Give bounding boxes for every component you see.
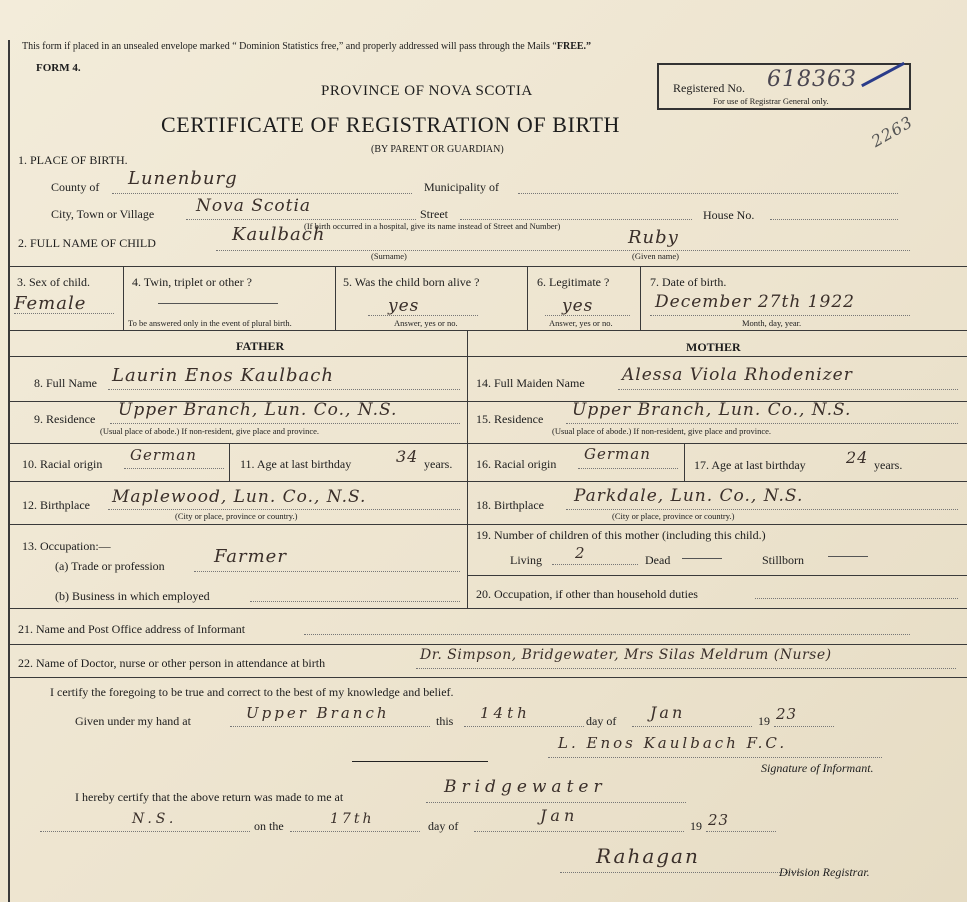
stillborn-label: Stillborn	[762, 553, 805, 567]
father-residence-value: Upper Branch, Lun. Co., N.S.	[118, 400, 398, 420]
row20-rule	[8, 608, 967, 609]
reg-year-value: 23	[708, 811, 730, 829]
mother-birthplace-note: (City or place, province or country.)	[612, 511, 735, 521]
mother-children-label: 19. Number of children of this mother (including this child.)	[476, 528, 766, 542]
mother-racial-value: German	[584, 445, 651, 463]
doctor-label: 22. Name of Doctor, nurse or other person in attendance at birth	[18, 656, 326, 670]
mother-birthplace-value: Parkdale, Lun. Co., N.S.	[574, 486, 804, 506]
father-birthplace-label: 12. Birthplace	[22, 498, 90, 512]
parents-divider	[467, 330, 468, 608]
date-of-birth-value: December 27th 1922	[655, 292, 855, 312]
row22-rule	[8, 677, 967, 678]
row3-bottom-rule	[8, 330, 967, 331]
living-line	[552, 564, 638, 565]
mother-name-label: 14. Full Maiden Name	[476, 376, 585, 390]
reg-date-prefix: N.S.	[132, 811, 178, 827]
house-number-label: House No.	[703, 208, 755, 222]
this-label: this	[436, 714, 454, 728]
given-name-caption: (Given name)	[632, 251, 679, 261]
row3-divider-4	[640, 266, 641, 330]
dead-label: Dead	[645, 553, 671, 567]
dead-line	[682, 558, 722, 559]
registrar-signature: Rahagan	[596, 844, 700, 868]
given-day-line	[464, 726, 584, 727]
informant-label: 21. Name and Post Office address of Informant	[18, 622, 246, 636]
dob-line	[650, 315, 910, 316]
sex-label: 3. Sex of child.	[17, 275, 90, 289]
form-number: FORM 4.	[36, 62, 81, 74]
father-name-value: Laurin Enos Kaulbach	[112, 365, 334, 386]
given-day-value: 14th	[480, 704, 531, 722]
twin-line	[158, 303, 278, 304]
county-label: County of	[51, 180, 100, 194]
county-value: Lunenburg	[128, 168, 238, 189]
mail-notice: This form if placed in an unsealed envelope marked “ Dominion Statistics free,” and properly addressed will pass through the Mails “FREE.”	[22, 41, 592, 52]
registered-label: Registered No.	[673, 81, 745, 95]
registrar-place-line	[426, 802, 686, 803]
father-residence-line	[110, 423, 460, 424]
legitimate-value: yes	[562, 296, 594, 316]
registrar-use-note: For use of Registrar General only.	[713, 96, 829, 106]
city-label: City, Town or Village	[51, 207, 155, 221]
father-business-line	[250, 601, 460, 602]
mother-age-value: 24	[846, 448, 869, 467]
parents-header-rule	[8, 356, 967, 357]
mother-age-label: 17. Age at last birthday	[694, 458, 806, 472]
father-racial-value: German	[130, 446, 197, 464]
county-line	[112, 193, 412, 194]
certify-statement: I certify the foregoing to be true and correct to the best of my knowledge and belief.	[50, 685, 454, 699]
mother-residence-line	[566, 423, 958, 424]
reg-year-line	[706, 831, 776, 832]
mother-age-divider	[684, 443, 685, 481]
blue-check-mark	[861, 62, 905, 87]
mother-racial-line	[578, 468, 678, 469]
doctor-line	[416, 668, 956, 669]
given-year-line	[774, 726, 834, 727]
certificate-subtitle: (BY PARENT OR GUARDIAN)	[371, 144, 504, 155]
given-year-prefix: 19	[758, 714, 770, 728]
mother-occupation-label: 20. Occupation, if other than household duties	[476, 587, 698, 601]
legitimate-note: Answer, yes or no.	[549, 318, 613, 328]
given-day-label: day of	[586, 714, 617, 728]
father-racial-label: 10. Racial origin	[22, 457, 103, 471]
municipality-line	[518, 193, 898, 194]
margin-note: 2263	[867, 112, 917, 151]
mother-name-value: Alessa Viola Rhodenizer	[622, 365, 853, 385]
child-given-name: Ruby	[628, 227, 679, 248]
street-line	[460, 219, 692, 220]
province-heading: PROVINCE OF NOVA SCOTIA	[321, 83, 533, 99]
city-line	[186, 219, 416, 220]
mother-racial-label: 16. Racial origin	[476, 457, 557, 471]
father-age-divider	[229, 443, 230, 481]
informant-signature-line	[548, 757, 882, 758]
alive-line	[368, 315, 478, 316]
doctor-value: Dr. Simpson, Bridgewater, Mrs Silas Meldrum (Nurse)	[420, 647, 832, 663]
registered-number: 618363	[767, 67, 857, 92]
mother-residence-value: Upper Branch, Lun. Co., N.S.	[572, 400, 852, 420]
given-year-value: 23	[776, 705, 798, 723]
registrar-statement: I hereby certify that the above return was made to me at	[75, 790, 344, 804]
mother-heading: MOTHER	[686, 340, 741, 354]
hospital-note: (If birth occurred in a hospital, give its name instead of Street and Number)	[304, 221, 561, 231]
place-of-birth-heading: 1. PLACE OF BIRTH.	[18, 153, 128, 167]
father-residence-label: 9. Residence	[34, 412, 96, 426]
living-label: Living	[510, 553, 542, 567]
given-place-value: Upper Branch	[246, 704, 390, 722]
row10-rule	[8, 481, 967, 482]
municipality-label: Municipality of	[424, 180, 499, 194]
row19-rule	[467, 575, 967, 576]
reg-day-label: day of	[428, 819, 459, 833]
given-under-label: Given under my hand at	[75, 714, 191, 728]
mother-occupation-line	[755, 598, 958, 599]
reg-year-prefix: 19	[690, 819, 702, 833]
reg-day-line	[290, 831, 420, 832]
informant-line	[304, 634, 910, 635]
alive-value: yes	[388, 296, 420, 316]
father-racial-line	[124, 468, 224, 469]
date-of-birth-label: 7. Date of birth.	[650, 275, 727, 289]
father-age-label: 11. Age at last birthday	[240, 457, 352, 471]
registrar-signature-line	[560, 872, 800, 873]
alive-note: Answer, yes or no.	[394, 318, 458, 328]
mother-residence-note: (Usual place of abode.) If non-resident, give place and province.	[552, 426, 772, 436]
given-place-line	[230, 726, 430, 727]
reg-month-value: Jan	[540, 806, 579, 825]
registered-box	[657, 63, 911, 110]
alive-label: 5. Was the child born alive ?	[343, 275, 480, 289]
informant-signature-caption: Signature of Informant.	[761, 761, 874, 775]
child-name-line	[216, 250, 910, 251]
father-birthplace-line	[108, 509, 460, 510]
father-birthplace-value: Maplewood, Lun. Co., N.S.	[112, 487, 367, 507]
father-name-label: 8. Full Name	[34, 376, 97, 390]
surname-caption: (Surname)	[371, 251, 407, 261]
registrar-place-value: Bridgewater	[444, 777, 607, 797]
registrar-caption: Division Registrar.	[779, 865, 870, 879]
father-trade-value: Farmer	[214, 546, 287, 567]
mother-birthplace-label: 18. Birthplace	[476, 498, 544, 512]
row21-rule	[8, 644, 967, 645]
twin-label: 4. Twin, triplet or other ?	[132, 275, 252, 289]
row3-divider-1	[123, 266, 124, 330]
date-of-birth-note: Month, day, year.	[742, 318, 802, 328]
street-label: Street	[420, 207, 448, 221]
mother-age-unit: years.	[874, 458, 903, 472]
child-name-label: 2. FULL NAME OF CHILD	[18, 236, 156, 250]
row3-divider-2	[335, 266, 336, 330]
given-month-line	[632, 726, 752, 727]
sex-line	[14, 313, 114, 314]
living-value: 2	[575, 544, 586, 562]
reg-prefix-line	[40, 831, 250, 832]
legitimate-label: 6. Legitimate ?	[537, 275, 610, 289]
father-business-label: (b) Business in which employed	[55, 589, 210, 603]
reg-month-line	[474, 831, 684, 832]
father-occupation-label: 13. Occupation:—	[22, 539, 111, 553]
father-birthplace-note: (City or place, province or country.)	[175, 511, 298, 521]
father-trade-line	[194, 571, 460, 572]
informant-signature: L. Enos Kaulbach F.C.	[558, 734, 788, 752]
father-age-value: 34	[396, 447, 419, 466]
stillborn-line	[828, 556, 868, 557]
mother-residence-label: 15. Residence	[476, 412, 544, 426]
certificate-title: CERTIFICATE OF REGISTRATION OF BIRTH	[161, 112, 620, 137]
legitimate-line	[545, 315, 630, 316]
reg-on-the-label: on the	[254, 819, 284, 833]
father-name-line	[108, 389, 460, 390]
father-heading: FATHER	[236, 339, 285, 353]
house-number-line	[770, 219, 898, 220]
mother-birthplace-line	[566, 509, 958, 510]
father-trade-label: (a) Trade or profession	[55, 559, 165, 573]
father-residence-note: (Usual place of abode.) If non-resident, give place and province.	[100, 426, 320, 436]
left-margin-rule	[8, 40, 10, 902]
reg-day-value: 17th	[330, 811, 375, 827]
mother-name-line	[618, 389, 958, 390]
row3-divider-3	[527, 266, 528, 330]
short-rule	[352, 761, 488, 762]
row12-rule	[8, 524, 967, 525]
twin-note: To be answered only in the event of plural birth.	[128, 318, 292, 328]
father-age-unit: years.	[424, 457, 453, 471]
row3-top-rule	[8, 266, 967, 267]
given-month-value: Jan	[650, 703, 686, 722]
city-value: Nova Scotia	[196, 196, 312, 216]
child-surname: Kaulbach	[232, 224, 326, 245]
sex-value: Female	[14, 293, 87, 314]
row9-rule	[8, 443, 967, 444]
